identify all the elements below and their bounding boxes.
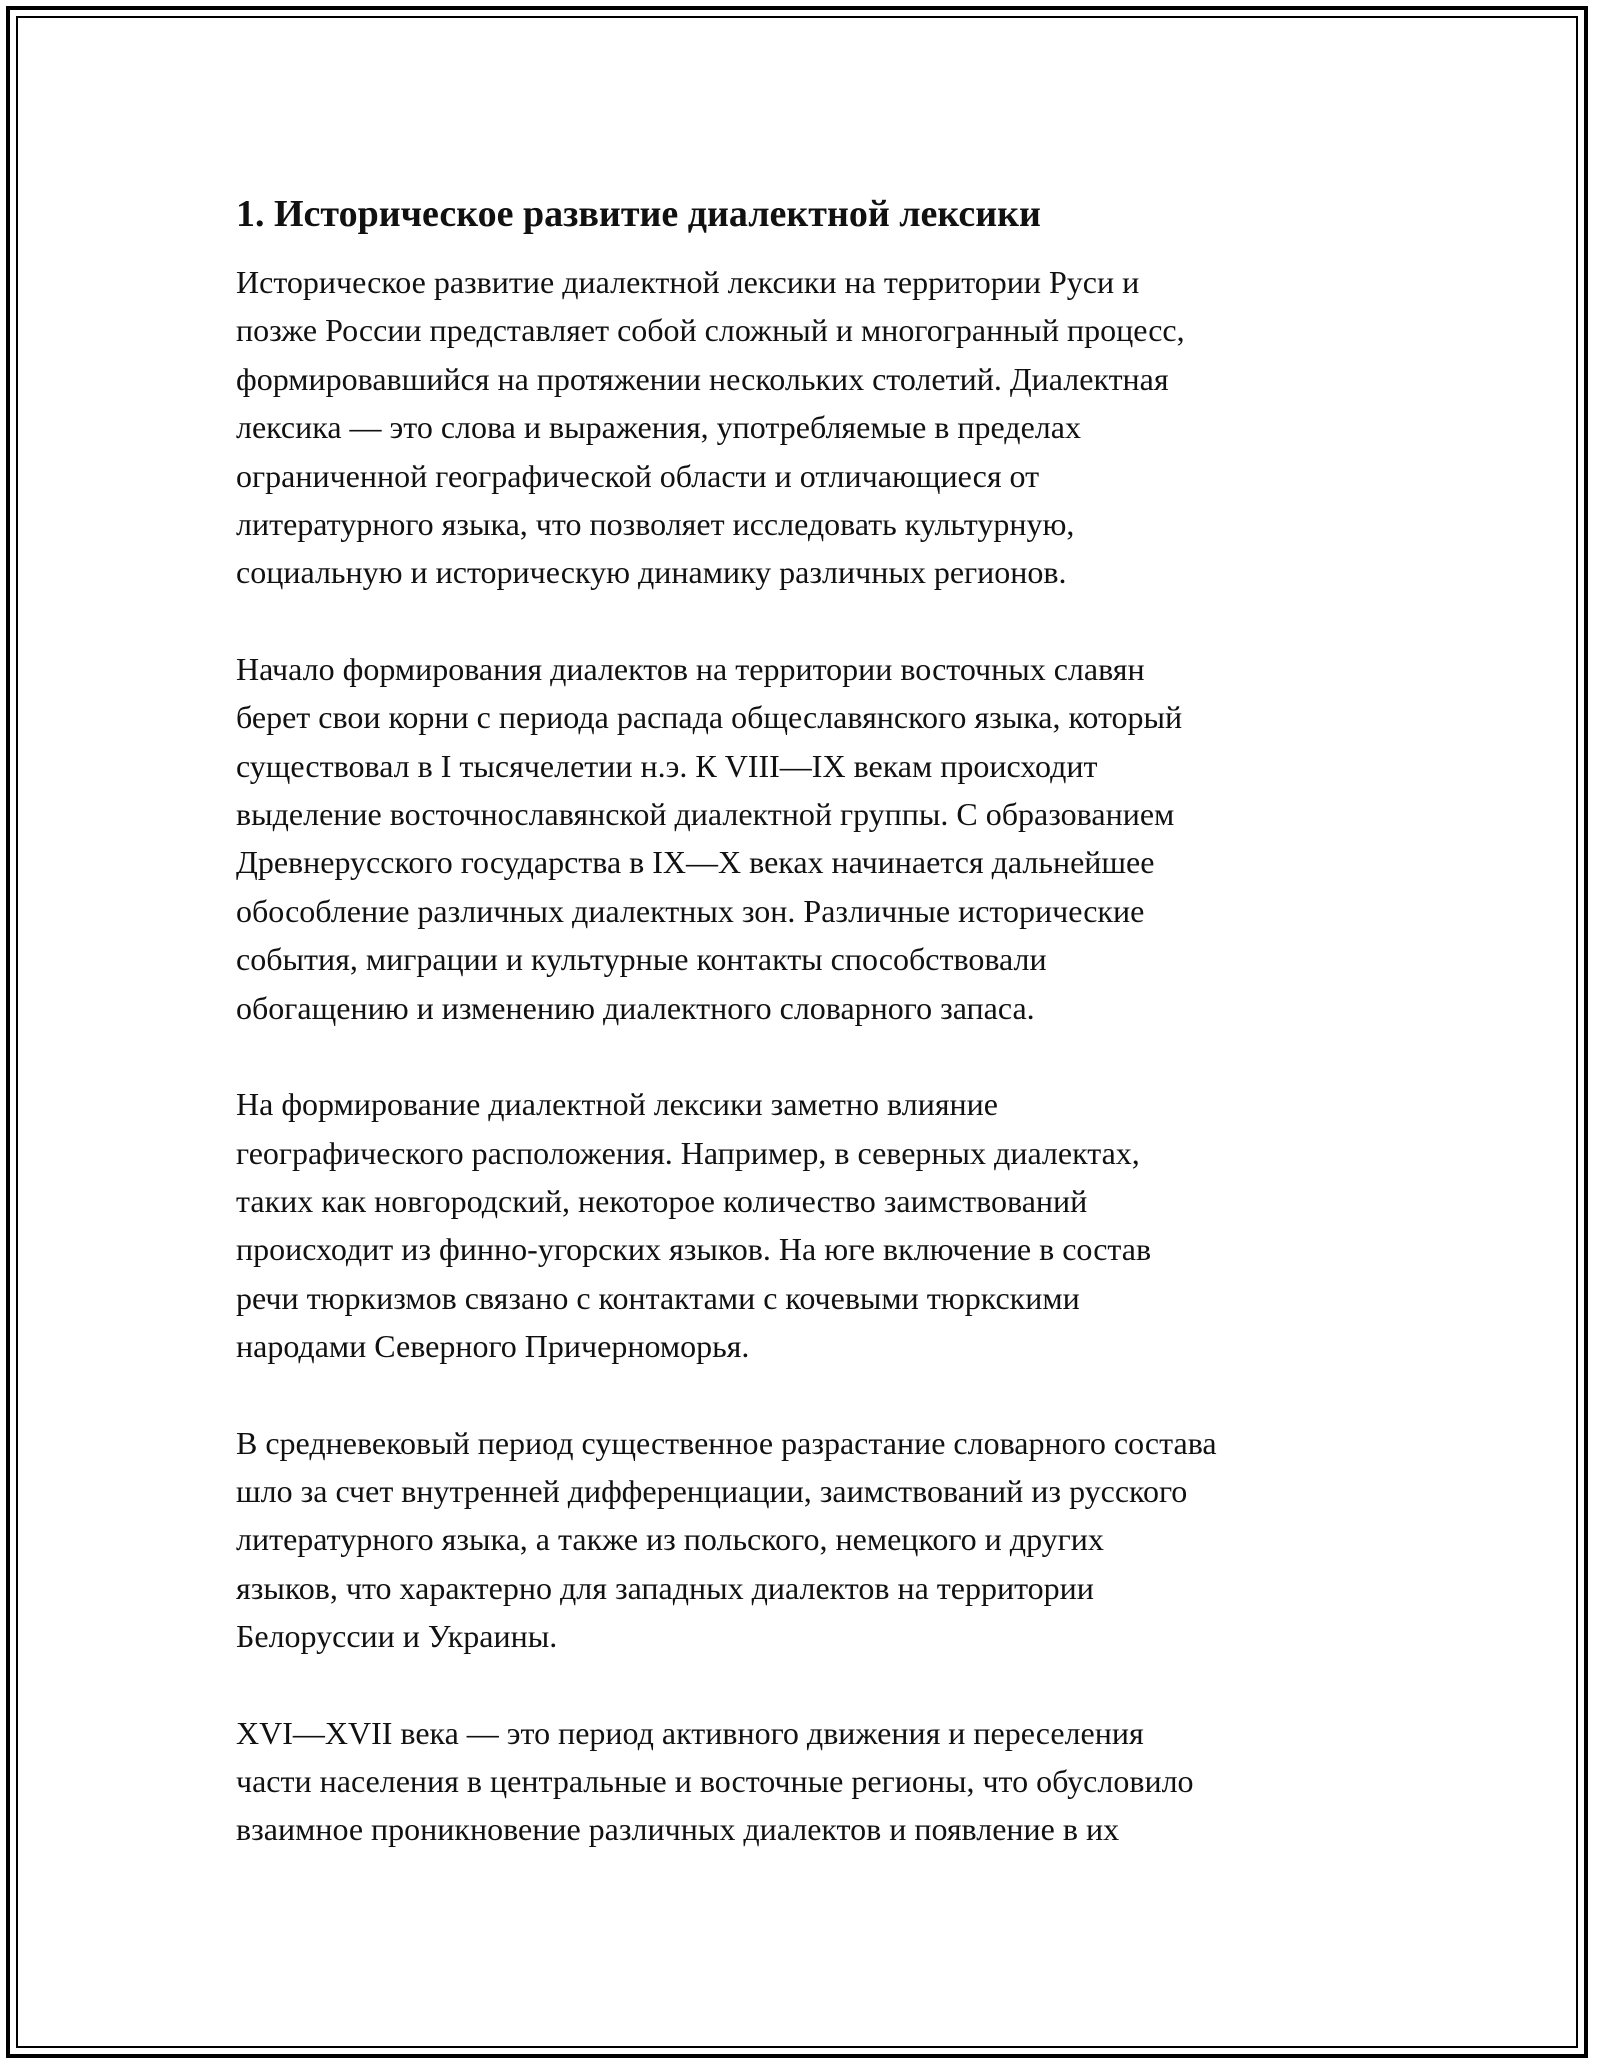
text-line: берет свои корни с периода распада общеславянского языка, который: [236, 699, 1183, 736]
text-line: речи тюркизмов связано с контактами с кочевыми тюркскими: [236, 1279, 1080, 1316]
text-line: взаимное проникновение различных диалектов и появление в их: [236, 1811, 1120, 1848]
text-line: литературного языка, а также из польского, немецкого и других: [236, 1521, 1104, 1558]
text-line: литературного языка, что позволяет исследовать культурную,: [236, 506, 1075, 543]
section-heading: 1. Историческое развитие диалектной лексики: [236, 193, 1041, 235]
document-body: [236, 186, 1366, 1902]
text-line: народами Северного Причерноморья.: [236, 1328, 750, 1365]
paragraph: [236, 1419, 1366, 1661]
text-line: формировавшийся на протяжении нескольких столетий. Диалектная: [236, 360, 1169, 397]
text-line: языков, что характерно для западных диалектов на территории: [236, 1569, 1094, 1606]
text-line: В средневековый период существенное разрастание словарного состава: [236, 1424, 1217, 1461]
text-line: позже России представляет собой сложный и многогранный процесс,: [236, 312, 1185, 349]
text-line: ограниченной географической области и отличающиеся от: [236, 457, 1040, 494]
text-line: XVI—XVII века — это период активного движения и переселения: [236, 1714, 1144, 1751]
text-line: обогащению и изменению диалектного словарного запаса.: [236, 989, 1035, 1026]
paragraph: [236, 645, 1366, 1032]
paragraph: [236, 1709, 1366, 1854]
text-line: Белоруссии и Украины.: [236, 1618, 558, 1655]
text-line: обособление различных диалектных зон. Различные исторические: [236, 892, 1145, 929]
text-line: происходит из финно-угорских языков. На юге включение в состав: [236, 1231, 1152, 1268]
paragraph: [236, 1080, 1366, 1370]
text-line: Древнерусского государства в IX—X веках начинается дальнейшее: [236, 844, 1155, 881]
text-line: таких как новгородский, некоторое количество заимствований: [236, 1182, 1088, 1219]
paragraph: [236, 258, 1366, 597]
text-line: Историческое развитие диалектной лексики на территории Руси и: [236, 264, 1140, 300]
text-line: Начало формирования диалектов на территории восточных славян: [236, 650, 1145, 687]
text-line: существовал в I тысячелетии н.э. К VIII—IX векам происходит: [236, 747, 1098, 784]
text-line: На формирование диалектной лексики заметно влияние: [236, 1086, 998, 1123]
text-line: части населения в центральные и восточные регионы, что обусловило: [236, 1762, 1194, 1799]
text-line: шло за счет внутренней дифференциации, заимствований из русского: [236, 1472, 1188, 1509]
text-line: выделение восточнославянской диалектной группы. С образованием: [236, 796, 1175, 833]
text-line: географического расположения. Например, в северных диалектах,: [236, 1134, 1140, 1171]
text-line: социальную и историческую динамику различных регионов.: [236, 554, 1067, 591]
text-line: события, миграции и культурные контакты способствовали: [236, 941, 1047, 978]
text-line: лексика — это слова и выражения, употребляемые в пределах: [236, 409, 1081, 446]
